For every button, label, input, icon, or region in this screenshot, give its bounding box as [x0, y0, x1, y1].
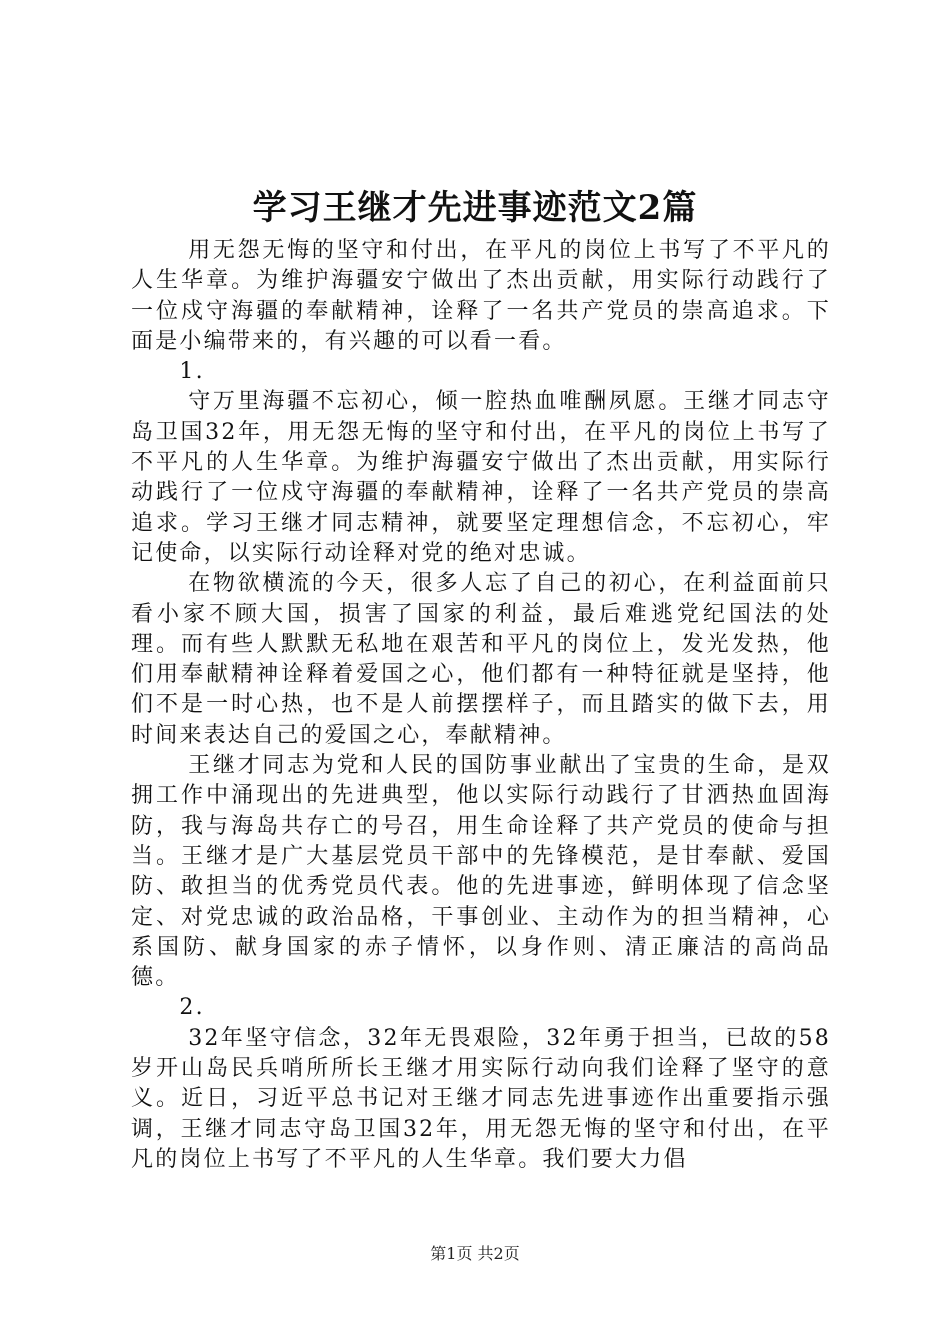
- document-body: [131, 236, 831, 1175]
- section-number: 2.: [179, 995, 205, 1021]
- paragraph: 守万里海疆不忘初心，倾一腔热血唯酬夙愿。王继才同志守岛卫国32年，用无怨无悔的坚守和付出，在平凡的岗位上书写了不平凡的人生华章。为维护海疆安宁做出了杰出贡献，用实际行动践行了一位戍守海疆的奉献精神，诠释了一名共产党员的崇高追求。学习王继才同志精神，就要坚定理想信念，不忘初心，牢记使命，以实际行动诠释对党的绝对忠诚。: [131, 389, 831, 566]
- paragraph: 王继才同志为党和人民的国防事业献出了宝贵的生命，是双拥工作中涌现出的先进典型，他以实际行动践行了甘洒热血固海防，我与海岛共存亡的号召，用生命诠释了共产党员的使命与担当。王继才是广大基层党员干部中的先锋模范，是甘奉献、爱国防、敢担当的优秀党员代表。他的先进事迹，鲜明体现了信念坚定、对党忠诚的政治品格，干事创业、主动作为的担当精神，心系国防、献身国家的赤子情怀，以身作则、清正廉洁的高尚品德。: [131, 753, 831, 991]
- page-footer: 第1页 共2页: [430, 1244, 520, 1263]
- paragraph: 32年坚守信念，32年无畏艰险，32年勇于担当，已故的58岁开山岛民兵哨所所长王继才用实际行动向我们诠释了坚守的意义。近日，习近平总书记对王继才同志先进事迹作出重要指示强调，王继才同志守岛卫国32年，用无怨无悔的坚守和付出，在平凡的岗位上书写了不平凡的人生华章。我们要大力倡: [131, 1025, 831, 1172]
- section-number: 1.: [179, 359, 205, 385]
- paragraph: 用无怨无悔的坚守和付出，在平凡的岗位上书写了不平凡的人生华章。为维护海疆安宁做出了杰出贡献，用实际行动践行了一位戍守海疆的奉献精神，诠释了一名共产党员的崇高追求。下面是小编带来的，有兴趣的可以看一看。: [131, 238, 831, 354]
- paragraph: 在物欲横流的今天，很多人忘了自己的初心，在利益面前只看小家不顾大国，损害了国家的利益，最后难逃党纪国法的处理。而有些人默默无私地在艰苦和平凡的岗位上，发光发热，他们用奉献精神诠释着爱国之心，他们都有一种特征就是坚持，他们不是一时心热，也不是人前摆摆样子，而且踏实的做下去，用时间来表达自己的爱国之心，奉献精神。: [131, 571, 831, 748]
- document-title: 学习王继才先进事迹范文2篇: [252, 188, 698, 228]
